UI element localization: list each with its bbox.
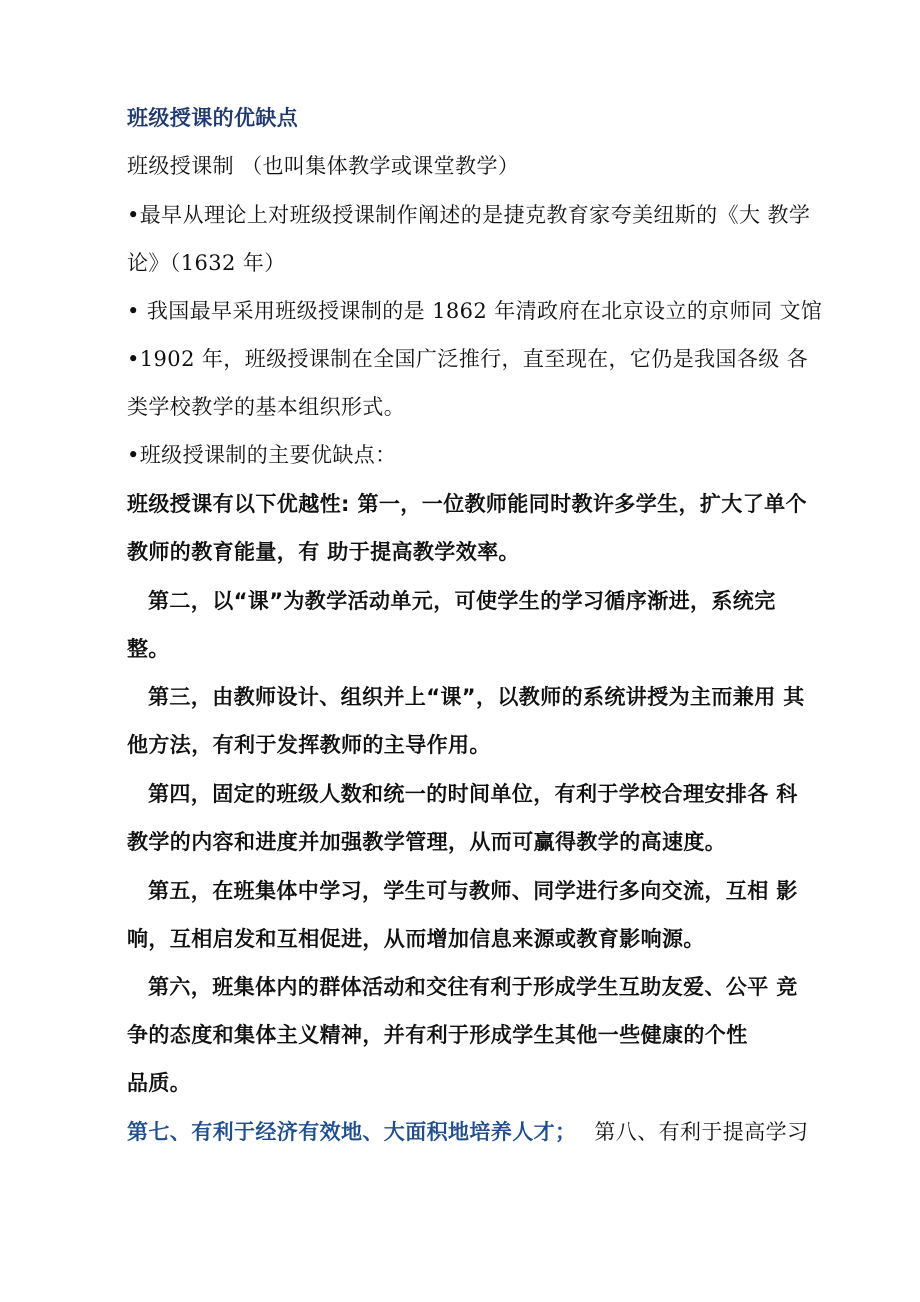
advantage-line: 争的态度和集体主义精神，并有利于形成学生其他一些健康的个性 xyxy=(127,1023,748,1047)
advantage-line: 第六，班集体内的群体活动和交往有利于形成学生互助友爱、公平 竞 xyxy=(148,975,798,999)
advantage-line: 教学的内容和进度并加强教学管理，从而可赢得教学的高速度。 xyxy=(127,830,727,854)
bullet-line: • 我国最早采用班级授课制的是 1862 年清政府在北京设立的京师同 文馆 xyxy=(127,299,823,323)
advantage-line: 品质。 xyxy=(127,1071,192,1095)
last-line-plain: 第八、有利于提高学习 xyxy=(594,1120,809,1144)
bullet-line: •最早从理论上对班级授课制作阐述的是捷克教育家夸美纽斯的《大 教学 xyxy=(127,203,811,227)
advantage-line: 第三，由教师设计、组织并上“课”，以教师的系统讲授为主而兼用 其 xyxy=(148,685,805,709)
document-subtitle: 班级授课制 （也叫集体教学或课堂教学） xyxy=(127,154,520,178)
last-line-blue: 第七、有利于经济有效地、大面积地培养人才； xyxy=(127,1120,577,1144)
advantage-line: 第四，固定的班级人数和统一的时间单位，有利于学校合理安排各 科 xyxy=(148,782,798,806)
bullet-line: •1902 年，班级授课制在全国广泛推行，直至现在，它仍是我国各级 各 xyxy=(127,347,809,371)
advantage-line: 整。 xyxy=(127,637,170,661)
advantage-line: 教师的教育能量，有 助于提高教学效率。 xyxy=(127,540,520,564)
advantage-line: 第二，以“课”为教学活动单元，可使学生的学习循序渐进，系统完 xyxy=(148,589,776,613)
advantage-line: 他方法，有利于发挥教师的主导作用。 xyxy=(127,733,491,757)
advantage-line: 响，互相启发和互相促进，从而增加信息来源或教育影响源。 xyxy=(127,927,705,951)
advantage-line: 班级授课有以下优越性: 第一，一位教师能同时教许多学生，扩大了单个 xyxy=(127,492,807,516)
last-line xyxy=(127,1118,808,1146)
document-title: 班级授课的优缺点 xyxy=(127,106,299,130)
advantage-line: 第五，在班集体中学习，学生可与教师、同学进行多向交流，互相 影 xyxy=(148,879,798,903)
bullet-line: 论》（1632 年） xyxy=(127,251,286,275)
bullet-line: •班级授课制的主要优缺点： xyxy=(127,443,397,467)
bullet-line: 类学校教学的基本组织形式。 xyxy=(127,395,406,419)
